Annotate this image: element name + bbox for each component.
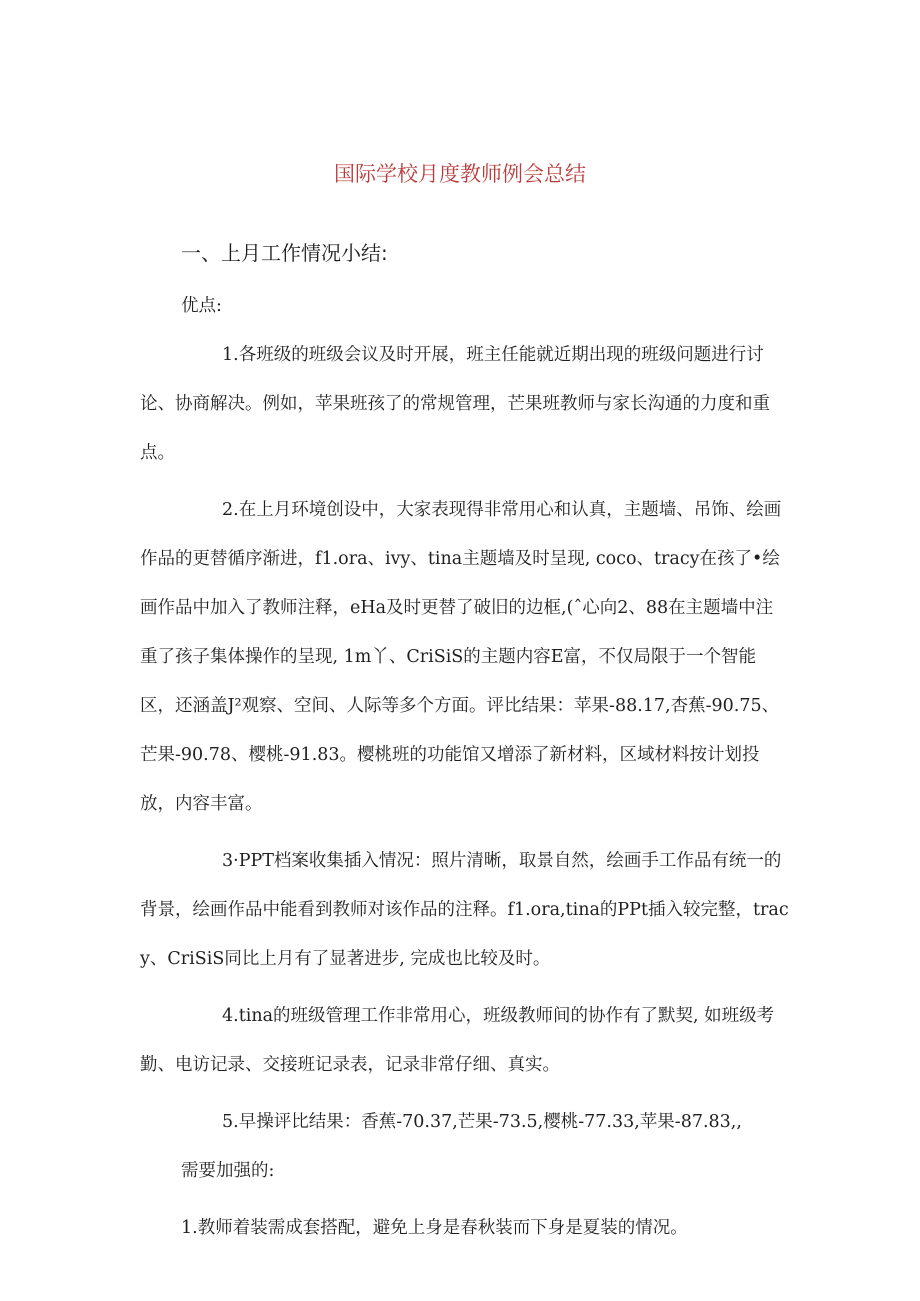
- document-title: 国际学校月度教师例会总结: [334, 162, 586, 186]
- item-number: 3: [222, 851, 234, 871]
- list-item: [140, 992, 790, 1090]
- list-item: [140, 837, 790, 984]
- list-item: [140, 1204, 790, 1253]
- item-number: 2: [222, 500, 234, 520]
- list-item: [140, 1098, 790, 1147]
- item-text: .各班级的班级会议及时开展，班主任能就近期出现的班级问题进行讨论、协商解决。例如，苹果班孩了的常规管理，芒果班教师与家长沟通的力度和重点。: [140, 345, 770, 463]
- needs-label: 需要加强的:: [181, 1161, 275, 1181]
- section-heading: 一、上月工作情况小结:: [181, 241, 388, 265]
- item-number: 5: [222, 1112, 234, 1132]
- item-text: 1.教师着装需成套搭配，避免上身是春秋装而下身是夏装的情况。: [181, 1218, 688, 1238]
- item-text: ·PPT档案收集插入情况：照片清晰，取景自然，绘画手工作品有统一的背景，绘画作品中能看到教师对该作品的注释。f1.ora,tina的PPt插入较完整，tracy、CriSiS同比上月有了显著进步, 完成也比较及时。: [140, 851, 789, 969]
- list-item: [140, 331, 790, 478]
- item-text: .tina的班级管理工作非常用心，班级教师间的协作有了默契, 如班级考勤、电访记录、交接班记录表，记录非常仔细、真实。: [140, 1006, 775, 1075]
- item-number: 1: [222, 345, 234, 365]
- item-text: .早操评比结果：香蕉-70.37,芒果-73.5,樱桃-77.33,苹果-87.83,,: [233, 1112, 742, 1132]
- list-item: [140, 486, 790, 829]
- item-number: 4: [222, 1006, 234, 1026]
- advantages-label: 优点:: [181, 296, 222, 316]
- item-text: .在上月环境创设中，大家表现得非常用心和认真，主题墙、吊饰、绘画作品的更替循序渐进，f1.ora、ivy、tina主题墙及时呈现, coco、tracy在孩了•绘画作品中加入了教师注释，eHa及时更替了破旧的边框,(ˆ心向2、88在主题墙中注重了孩子集体操作的呈现, 1m丫、CriSiS的主题内容E富，不仅局限于一个智能区，还涵盖J²观察、空间、人际等多个方面。评比结果：苹果-88.17,杏蕉-90.75、芒果-90.78、樱桃-91.83。樱桃班的功能馆又增添了新材料，区域材料按计划投放，内容丰富。: [140, 500, 782, 814]
- document-body: [140, 282, 790, 1253]
